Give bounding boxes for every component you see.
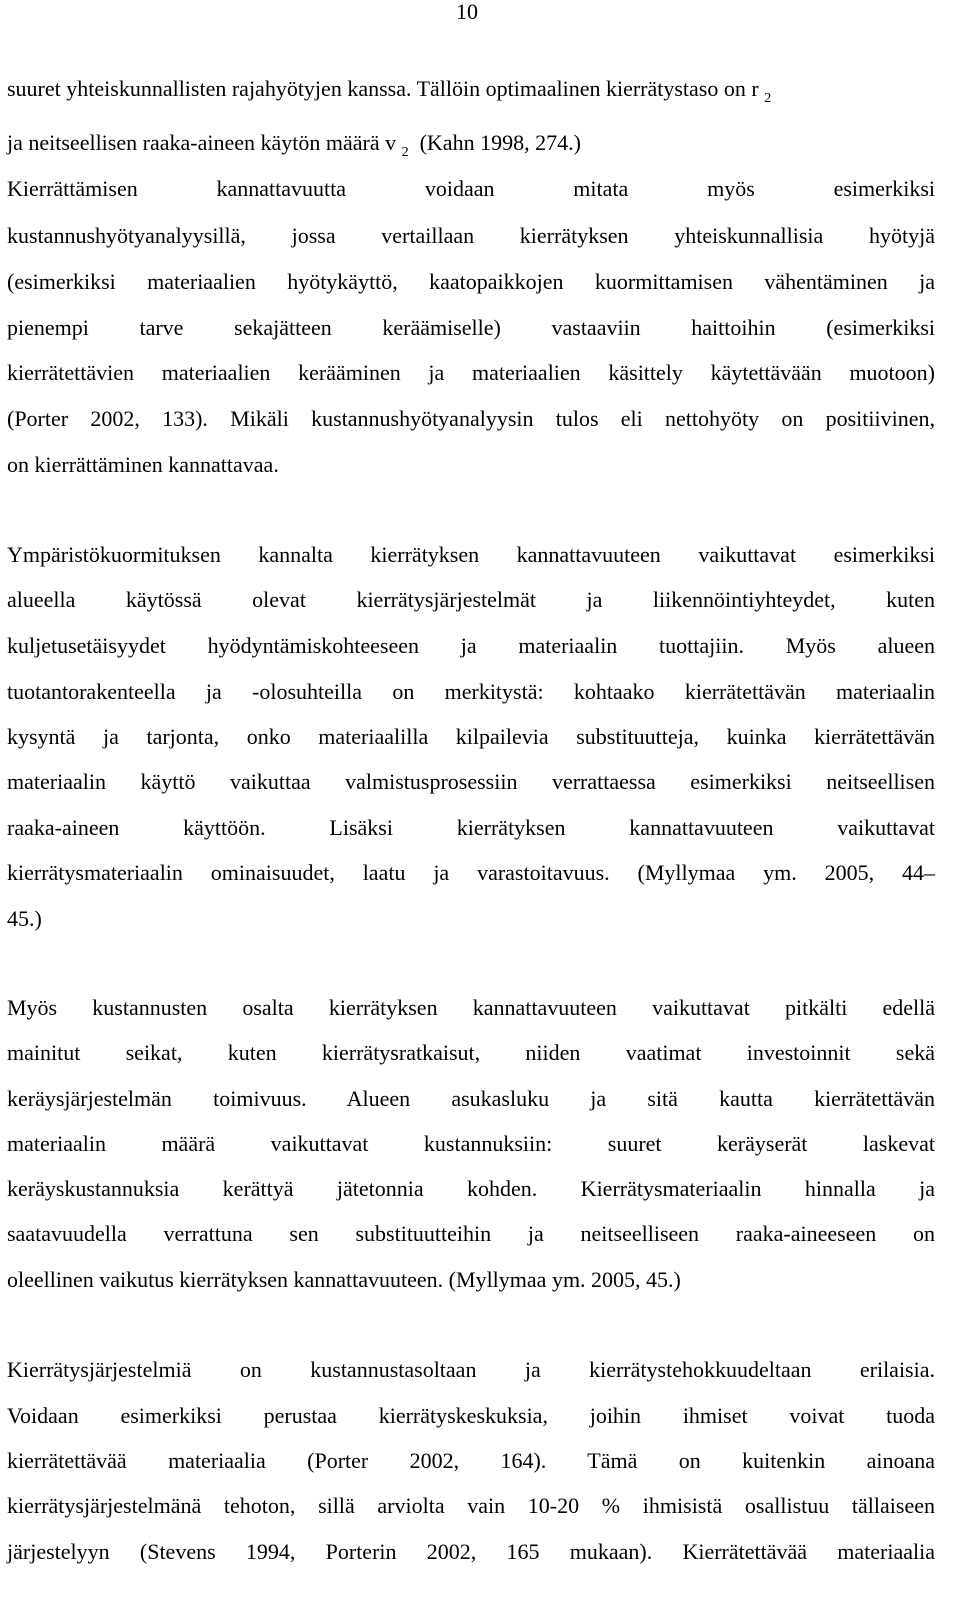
subscript: 2 <box>401 145 409 160</box>
page-number: 10 <box>456 0 478 24</box>
text-line: Myös kustannusten osalta kierrätyksen kannattavuuteen vaikuttavat pitkälti edellä <box>7 995 935 1020</box>
text-line: Voidaan esimerkiksi perustaa kierrätyskeskuksia, joihin ihmiset voivat tuoda <box>7 1403 935 1428</box>
text-line: (Porter 2002, 133). Mikäli kustannushyötyanalyysin tulos eli nettohyöty on positiivinen, <box>7 406 935 431</box>
text-line: järjestelyyn (Stevens 1994, Porterin 2002, 165 mukaan). Kierrätettävää materiaalia <box>7 1539 935 1564</box>
text-line: ja neitseellisen raaka-aineen käytön määrä v $_2$ (Kahn 1998, 274.) <box>7 130 581 160</box>
text-line: keräyskustannuksia kerättyä jätetonnia kohden. Kierrätysmateriaalin hinnalla ja <box>7 1176 935 1201</box>
text-line: kustannushyötyanalyysillä, jossa vertaillaan kierrätyksen yhteiskunnallisia hyötyjä <box>7 223 935 248</box>
text-line: saatavuudella verrattuna sen substituutteihin ja neitseelliseen raaka-aineeseen on <box>7 1221 935 1246</box>
text-line: kierrätettävää materiaalia (Porter 2002, 164). Tämä on kuitenkin ainoana <box>7 1448 935 1473</box>
text-line: materiaalin määrä vaikuttavat kustannuksiin: suuret keräyserät laskevat <box>7 1131 935 1156</box>
text-line: raaka-aineen käyttöön. Lisäksi kierrätyksen kannattavuuteen vaikuttavat <box>7 815 935 840</box>
text-line: (esimerkiksi materiaalien hyötykäyttö, kaatopaikkojen kuormittamisen vähentäminen ja <box>7 269 935 294</box>
text-line: on kierrättäminen kannattavaa. <box>7 452 279 477</box>
text-line: pienempi tarve sekajätteen keräämiselle) vastaaviin haittoihin (esimerkiksi <box>7 315 935 340</box>
text-line: Kierrättämisen kannattavuutta voidaan mitata myös esimerkiksi <box>7 176 935 201</box>
text-line: 45.) <box>7 906 42 931</box>
text-line: materiaalin käyttö vaikuttaa valmistusprosessiin verrattaessa esimerkiksi neitseellisen <box>7 769 935 794</box>
text-line: tuotantorakenteella ja -olosuhteilla on merkitystä: kohtaako kierrätettävän materiaalin <box>7 679 935 704</box>
text-line: kierrätysmateriaalin ominaisuudet, laatu ja varastoitavuus. (Myllymaa ym. 2005, 44– <box>7 860 935 885</box>
text-line: kierrätettävien materiaalien kerääminen ja materiaalien käsittely käytettävään muotoon) <box>7 360 935 385</box>
text-line: Kierrätysjärjestelmiä on kustannustasoltaan ja kierrätystehokkuudeltaan erilaisia. <box>7 1357 935 1382</box>
text-line: Ympäristökuormituksen kannalta kierrätyksen kannattavuuteen vaikuttavat esimerkiksi <box>7 542 935 567</box>
text-line: alueella käytössä olevat kierrätysjärjestelmät ja liikennöintiyhteydet, kuten <box>7 587 935 612</box>
text-line: kuljetusetäisyydet hyödyntämiskohteeseen ja materiaalin tuottajiin. Myös alueen <box>7 633 935 658</box>
text-line: mainitut seikat, kuten kierrätysratkaisut, niiden vaatimat investoinnit sekä <box>7 1040 935 1065</box>
text-line: kierrätysjärjestelmänä tehoton, sillä arviolta vain 10-20 % ihmisistä osallistuu tällaiseen <box>7 1493 935 1518</box>
text-line: keräysjärjestelmän toimivuus. Alueen asukasluku ja sitä kautta kierrätettävän <box>7 1086 935 1111</box>
text-line: oleellinen vaikutus kierrätyksen kannattavuuteen. (Myllymaa ym. 2005, 45.) <box>7 1267 681 1292</box>
text-line: suuret yhteiskunnallisten rajahyötyjen kanssa. Tällöin optimaalinen kierrätystaso on r $_2$ <box>7 76 772 106</box>
text-line: kysyntä ja tarjonta, onko materiaalilla kilpailevia substituutteja, kuinka kierrätettävän <box>7 724 935 749</box>
subscript: 2 <box>764 91 772 106</box>
